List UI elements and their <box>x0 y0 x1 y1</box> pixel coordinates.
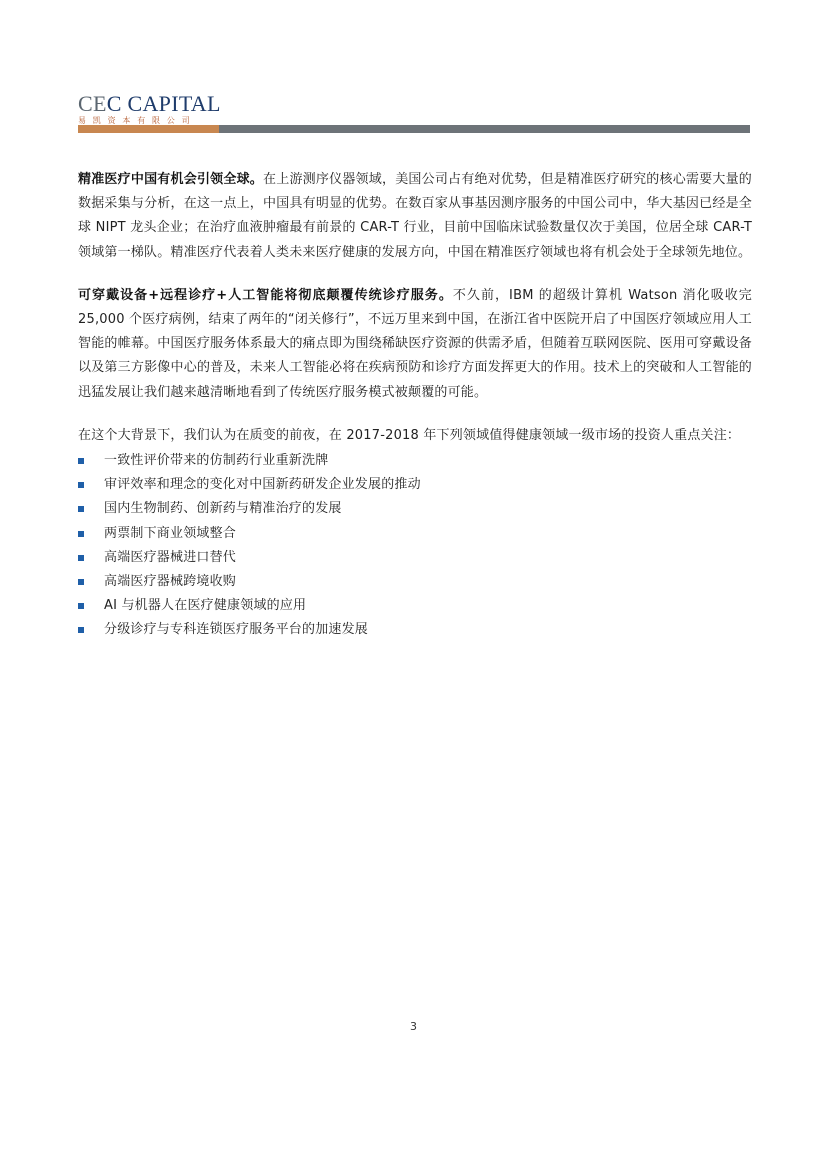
square-bullet-icon <box>78 482 84 488</box>
square-bullet-icon <box>78 555 84 561</box>
paragraph-precision-medicine <box>78 168 752 265</box>
list-item <box>78 497 752 521</box>
company-logo <box>78 91 221 126</box>
list-item <box>78 618 752 642</box>
list-item-text: 分级诊疗与专科连锁医疗服务平台的加速发展 <box>104 622 369 638</box>
paragraph-investment-focus <box>78 424 752 448</box>
paragraph-text: 在上游测序仪器领域，美国公司占有绝对优势，但是精准医疗研究的核心需要大量的数据采集与分析，在这一点上，中国具有明显的优势。在数百家从事基因测序服务的中国公司中，华大基因已经是全球 NIPT 龙头企业；在治疗血液肿瘤最有前景的 CAR-T 行业，目前中国临床试验数量仅次于美国，位居全球 CAR-T 领域第一梯队。精准医疗代表着人类未来医疗健康的发展方向，中国在精准医疗领域也将有机会处于全球领先地位。 <box>78 172 752 260</box>
list-item-text: AI 与机器人在医疗健康领域的应用 <box>104 598 307 614</box>
square-bullet-icon <box>78 603 84 609</box>
focus-area-list <box>78 449 752 643</box>
paragraph-lead: 可穿戴设备+远程诊疗+人工智能将彻底颠覆传统诊疗服务。 <box>78 287 453 303</box>
list-item <box>78 546 752 570</box>
list-item <box>78 473 752 497</box>
square-bullet-icon <box>78 627 84 633</box>
list-item-text: 一致性评价带来的仿制药行业重新洗牌 <box>104 453 329 469</box>
page-number: 3 <box>410 1020 417 1033</box>
list-item-text: 国内生物制药、创新药与精准治疗的发展 <box>104 501 342 517</box>
square-bullet-icon <box>78 458 84 464</box>
list-item <box>78 570 752 594</box>
paragraph-text: 不久前，IBM 的超级计算机 Watson 消化吸收完 25,000 个医疗病例，结束了两年的“闭关修行”，不远万里来到中国，在浙江省中医院开启了中国医疗领域应用人工智能的帷幕。中国医疗服务体系最大的痛点即为围绕稀缺医疗资源的供需矛盾，但随着互联网医院、医用可穿戴设备以及第三方影像中心的普及，未来人工智能必将在疾病预防和诊疗方面发挥更大的作用。技术上的突破和人工智能的迅猛发展让我们越来越清晰地看到了传统医疗服务模式被颠覆的可能。 <box>78 287 752 400</box>
paragraph-wearables-ai <box>78 284 752 405</box>
list-item-text: 高端医疗器械跨境收购 <box>104 574 237 590</box>
document-body <box>78 168 752 643</box>
list-item <box>78 449 752 473</box>
list-item-text: 高端医疗器械进口替代 <box>104 549 237 565</box>
square-bullet-icon <box>78 531 84 537</box>
header-rule <box>219 125 750 133</box>
list-item <box>78 522 752 546</box>
square-bullet-icon <box>78 506 84 512</box>
list-item-text: 审评效率和理念的变化对中国新药研发企业发展的推动 <box>104 477 421 493</box>
logo-wordmark: CEC CAPITAL <box>78 91 221 116</box>
paragraph-text: 在这个大背景下，我们认为在质变的前夜，在 2017-2018 年下列领域值得健康领域一级市场的投资人重点关注： <box>78 427 741 443</box>
paragraph-lead: 精准医疗中国有机会引领全球。 <box>78 172 264 187</box>
square-bullet-icon <box>78 579 84 585</box>
logo-chinese-name: 易凯资本有限公司 <box>78 116 197 125</box>
list-item <box>78 594 752 618</box>
page-header <box>78 92 750 138</box>
header-rule-accent <box>78 125 219 133</box>
list-item-text: 两票制下商业领域整合 <box>104 525 237 541</box>
